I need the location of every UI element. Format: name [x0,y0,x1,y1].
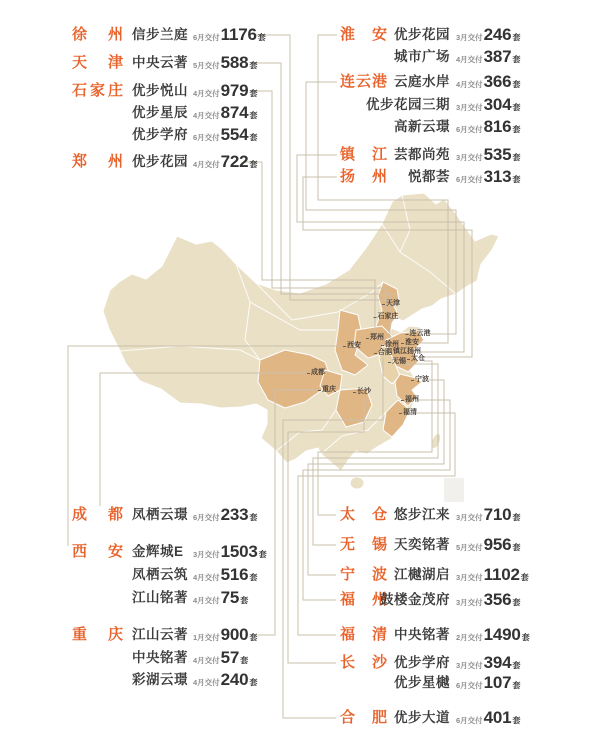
delivery-count: 1490 [483,625,521,644]
city-name: 太仓 [340,506,388,523]
project-name: 优步花园 [132,154,188,169]
project-name: 中央云著 [132,55,188,70]
project-name: 优步花园三期 [366,97,450,112]
delivery-count: 57 [220,648,240,667]
row-top-right-6 [0,166,600,188]
project-name: 江山铭著 [132,590,188,605]
delivery-count: 1102 [483,565,520,584]
project-name: 天奕铭著 [394,537,450,552]
map-label [374,313,399,321]
delivery-count: 554 [220,125,249,144]
project-name: 优步学府 [132,127,188,142]
delivery-unit: 套 [512,681,521,690]
city-name: 重庆 [72,626,124,643]
delivery-unit: 套 [512,543,521,552]
delivery-unit: 套 [249,160,258,169]
map-label-text: 天津 [386,300,400,307]
map-label-text: 徐州 [385,341,399,348]
city-name: 镇江 [340,146,388,163]
delivery-month: 5月交付 [456,543,483,552]
project-name: 优步星樾 [394,675,450,690]
city-name: 宁波 [340,566,388,583]
delivery-unit: 套 [257,33,266,42]
delivery-month: 6月交付 [193,33,220,42]
row-top-right-1 [0,46,600,68]
map-label-text: 成都 [311,369,325,376]
delivery-month: 4月交付 [193,573,220,582]
delivery-unit: 套 [240,656,249,665]
project-name: 芸都尚苑 [394,147,450,162]
delivery-unit: 套 [249,678,258,687]
delivery-month: 4月交付 [193,678,220,687]
project-name: 云庭水岸 [394,74,450,89]
project-name: 凤栖云璟 [132,507,188,522]
delivery-figure [456,71,520,96]
city-name: 扬州 [340,168,388,185]
project-name: 悠步江来 [394,507,450,522]
delivery-unit: 套 [249,61,258,70]
delivery-count: 900 [220,625,249,644]
delivery-month: 4月交付 [456,80,483,89]
city-name: 合肥 [340,709,388,726]
row-bottom-right-4 [0,624,600,646]
city-name: 淮安 [340,26,388,43]
map-label-text: 郑州 [370,334,384,341]
delivery-count: 394 [483,653,512,672]
delivery-month: 4月交付 [193,596,220,605]
map-label-text: 西安 [347,342,361,349]
delivery-month: 3月交付 [456,103,483,112]
project-name: 信步兰庭 [132,27,188,42]
delivery-count: 366 [483,72,512,91]
row-bottom-right-7 [0,707,600,729]
delivery-count: 313 [483,167,512,186]
row-bottom-right-5 [0,652,600,674]
delivery-unit: 套 [512,661,521,670]
delivery-count: 304 [483,95,512,114]
project-name: 江山云著 [132,627,188,642]
row-bottom-right-1 [0,534,600,556]
delivery-count: 588 [220,53,249,72]
delivery-month: 4月交付 [456,55,483,64]
map-label [374,349,392,357]
row-top-right-2 [0,71,600,93]
row-bottom-right-2 [0,564,600,586]
map-label-text: 石家庄 [377,313,399,320]
delivery-unit: 套 [512,125,521,134]
delivery-count: 107 [483,673,512,692]
delivery-figure [456,672,520,697]
city-name: 石家庄 [72,82,124,99]
map-label-text: 福州 [405,396,419,403]
delivery-count: 710 [483,505,512,524]
map-label [307,369,325,377]
map-label [406,330,431,338]
delivery-month: 5月交付 [193,61,220,70]
row-top-right-4 [0,116,600,138]
map-label [388,358,406,366]
delivery-month: 1月交付 [193,633,220,642]
delivery-count: 535 [483,145,512,164]
delivery-month: 6月交付 [456,681,483,690]
delivery-figure [456,624,530,649]
row-bottom-right-0 [0,504,600,526]
delivery-month: 2月交付 [456,633,483,642]
row-top-right-5 [0,144,600,166]
map-label-text: 镇江 [393,348,407,355]
delivery-month: 3月交付 [456,661,483,670]
map-label [401,339,419,347]
delivery-count: 956 [483,535,512,554]
delivery-unit: 套 [240,596,249,605]
delivery-month: 3月交付 [456,513,483,522]
project-name: 中央铭著 [394,627,450,642]
delivery-unit: 套 [512,153,521,162]
delivery-figure [456,46,520,71]
delivery-month: 6月交付 [456,175,483,184]
project-name: 悦都荟 [408,169,450,184]
delivery-unit: 套 [249,633,258,642]
watermark [444,478,464,502]
project-name: 鼓楼金茂府 [380,592,450,607]
map-city-labels [100,190,510,500]
delivery-month: 4月交付 [193,111,220,120]
city-name: 徐州 [72,26,124,43]
delivery-unit: 套 [512,716,521,725]
map-label [382,300,400,308]
delivery-count: 816 [483,117,512,136]
city-name: 连云港 [340,73,389,90]
project-name: 优步花园 [394,27,450,42]
delivery-unit: 套 [512,513,521,522]
delivery-month: 4月交付 [193,656,220,665]
project-name: 优步大道 [394,710,450,725]
delivery-unit: 套 [512,175,521,184]
row-top-right-3 [0,94,600,116]
delivery-figure [456,166,520,191]
delivery-unit: 套 [521,633,530,642]
row-top-right-0 [0,24,600,46]
map-label [353,388,371,396]
delivery-unit: 套 [512,55,521,64]
delivery-unit: 套 [249,111,258,120]
project-name: 金辉城E [132,544,184,559]
project-name: 凤栖云筑 [132,567,188,582]
map-label-text: 扬州 [407,348,421,355]
row-bottom-right-3 [0,589,600,611]
delivery-month: 6月交付 [193,513,220,522]
map-label-text: 太仓 [411,355,425,362]
delivery-count: 722 [220,152,249,171]
delivery-month: 3月交付 [456,598,483,607]
delivery-unit: 套 [512,33,521,42]
delivery-count: 356 [483,590,512,609]
delivery-unit: 套 [258,550,267,559]
map-label [399,409,417,417]
delivery-month: 6月交付 [456,125,483,134]
project-name: 优步悦山 [132,83,188,98]
project-name: 优步学府 [394,655,450,670]
map-label-text: 长沙 [357,388,371,395]
map-label [401,396,419,404]
row-bottom-right-6 [0,672,600,694]
delivery-count: 387 [483,47,512,66]
delivery-figure [456,564,529,589]
delivery-count: 240 [220,670,249,689]
map-label-text: 淮安 [405,339,419,346]
map-label-text: 宁波 [415,376,429,383]
delivery-unit: 套 [249,133,258,142]
delivery-count: 246 [483,25,512,44]
delivery-count: 1176 [220,25,257,44]
delivery-figure [456,534,520,559]
project-name: 中央铭著 [132,650,188,665]
delivery-month: 6月交付 [456,716,483,725]
project-name: 江樾湖启 [394,567,450,582]
city-name: 郑州 [72,153,124,170]
delivery-count: 233 [220,505,249,524]
project-name: 彩湖云璟 [132,672,188,687]
project-name: 高新云璟 [394,119,450,134]
delivery-count: 516 [220,565,249,584]
project-name: 优步星辰 [132,105,188,120]
delivery-unit: 套 [249,573,258,582]
city-name: 长沙 [340,654,388,671]
delivery-count: 401 [483,708,512,727]
project-name: 城市广场 [394,49,450,64]
delivery-month: 3月交付 [193,550,220,559]
delivery-unit: 套 [520,573,529,582]
delivery-figure [456,504,520,529]
map-label [411,376,429,384]
delivery-figure [456,589,520,614]
map-label [318,386,336,394]
delivery-unit: 套 [249,89,258,98]
delivery-unit: 套 [512,598,521,607]
delivery-figure [456,116,520,141]
delivery-count: 1503 [220,542,258,561]
map-label [343,342,361,350]
map-label-text: 无锡 [392,358,406,365]
delivery-month: 3月交付 [456,573,483,582]
delivery-unit: 套 [512,80,521,89]
delivery-unit: 套 [512,103,521,112]
delivery-month: 4月交付 [193,89,220,98]
delivery-count: 979 [220,81,249,100]
delivery-figure [456,707,520,732]
delivery-month: 3月交付 [456,33,483,42]
map-label [407,355,425,363]
city-name: 福清 [340,626,388,643]
delivery-count: 75 [220,588,240,607]
delivery-month: 6月交付 [193,133,220,142]
map-label-text: 福清 [403,409,417,416]
city-name: 福州 [340,591,388,608]
delivery-count: 874 [220,103,249,122]
city-name: 天津 [72,54,124,71]
map-label-text: 重庆 [322,386,336,393]
delivery-month: 3月交付 [456,153,483,162]
delivery-unit: 套 [249,513,258,522]
city-name: 无锡 [340,536,388,553]
city-name: 西安 [72,543,124,560]
city-name: 成都 [72,506,124,523]
map-label-text: 连云港 [409,330,431,337]
map-label-text: 合肥 [378,349,392,356]
delivery-month: 4月交付 [193,160,220,169]
